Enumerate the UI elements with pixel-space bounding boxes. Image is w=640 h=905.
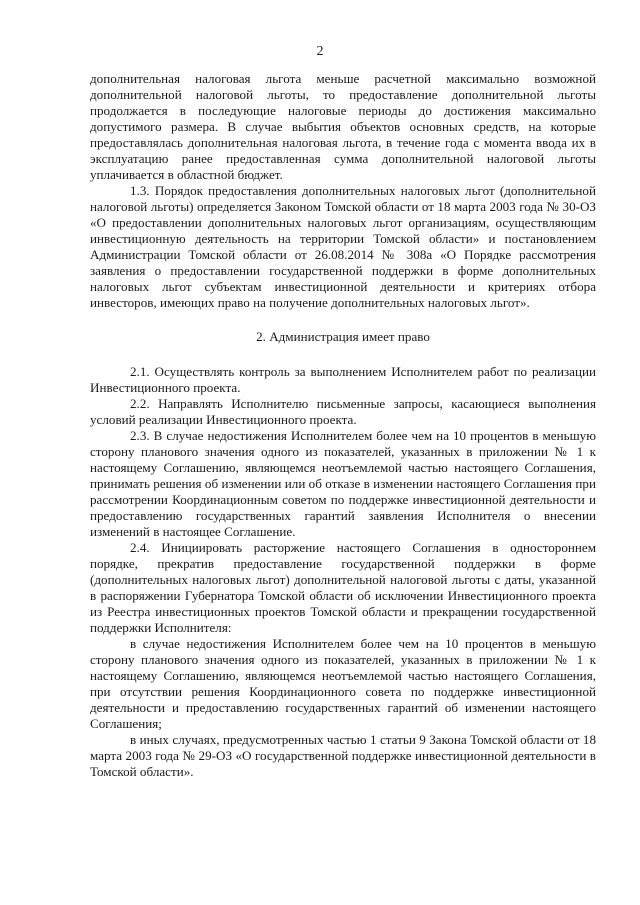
paragraph-2-2: 2.2. Направлять Исполнителю письменные запросы, касающиеся выполнения условий реализации Инвестиционного проекта. — [90, 396, 596, 427]
paragraph-2-4-case-1: в случае недостижения Исполнителем более чем на 10 процентов в меньшую сторону планового значения одного из показателей, указанных в приложении № 1 к настоящему Соглашению, являющемся неотъемлемой частью настоящего Соглашения, при отсутствии решения Координационного совета по поддержке инвестиционной деятельности и предоставлению государственных гарантий об изменении настоящего Соглашения; — [90, 636, 596, 731]
paragraph-1-3: 1.3. Порядок предоставления дополнительных налоговых льгот (дополнительной налоговой льготы) определяется Законом Томской области от 18 марта 2003 года № 30-ОЗ «О предоставлении дополнительных налоговых льгот организациям, осуществляющим инвестиционную деятельность на территории Томской области» и постановлением Администрации Томской области от 26.08.2014 № 308а «О Порядке рассмотрения заявления о предоставлении государственной поддержки в форме дополнительных налоговых льгот субъектам инвестиционной деятельности и критериях отбора инвесторов, имеющих право на получение дополнительных налоговых льгот». — [90, 183, 596, 310]
document-body — [90, 71, 596, 780]
paragraph-2-1: 2.1. Осуществлять контроль за выполнением Исполнителем работ по реализации Инвестиционного проекта. — [90, 364, 596, 395]
paragraph-continuation: дополнительная налоговая льгота меньше расчетной максимально возможной дополнительной налоговой льготы, то предоставление дополнительной льготы продолжается в последующие налоговые периоды до достижения максимально допустимого размера. В случае выбытия объектов основных средств, на которые предоставлялась дополнительная налоговая льгота, в течение года с момента ввода их в эксплуатацию ранее предоставленная сумма дополнительной налоговой льготы уплачивается в областной бюджет. — [90, 71, 596, 182]
paragraph-2-4-case-2: в иных случаях, предусмотренных частью 1 статьи 9 Закона Томской области от 18 марта 2003 года № 29-ОЗ «О государственной поддержке инвестиционной деятельности в Томской области». — [90, 732, 596, 779]
page-number: 2 — [316, 44, 324, 59]
paragraph-2-3: 2.3. В случае недостижения Исполнителем более чем на 10 процентов в меньшую сторону планового значения одного из показателей, указанных в приложении № 1 к настоящему Соглашению, являющемся неотъемлемой частью настоящего Соглашения, принимать решения об изменении или об отказе в изменении настоящего Соглашения при рассмотрении Координационным советом по поддержке инвестиционной деятельности и предоставлению государственных гарантий заявления Исполнителя о внесении изменений в настоящее Соглашение. — [90, 428, 596, 539]
section-heading: 2. Администрация имеет право — [256, 329, 430, 344]
paragraph-2-4: 2.4. Инициировать расторжение настоящего Соглашения в одностороннем порядке, прекратив предоставление государственной поддержки в форме (дополнительных налоговых льгот) дополнительной налоговой льготы с даты, указанной в распоряжении Губернатора Томской области об исключении Инвестиционного проекта из Реестра инвестиционных проектов Томской области и прекращении государственной поддержки Исполнителя: — [90, 540, 596, 635]
